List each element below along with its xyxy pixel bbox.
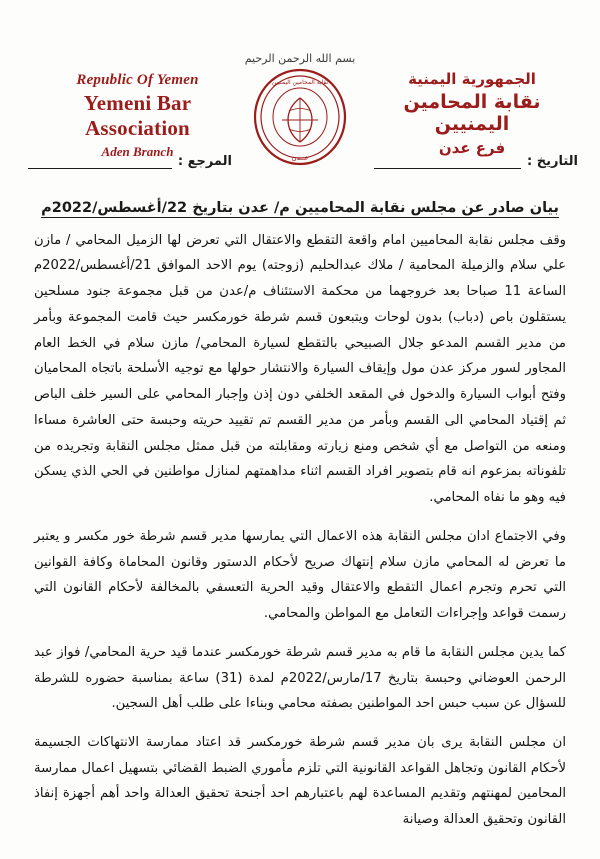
letterhead-english-block (30, 72, 245, 160)
body-paragraph: ان مجلس النقابة يرى بان مدير قسم شرطة خورمكسر قد اعتاد ممارسة الانتهاكات الجسيمة لأحكام القانون وتجاهل القواعد القانونية التي تلزم مأموري الضبط القضائي بتسهيل اعمال ممارسة المحامين لمهنتهم وتقديم المساعدة لهم باعتبارهم احد أجنحة تحقيق العدالة واحد أهم أجهزة إنفاذ القانون وتحقيق العدالة وصيانة (34, 734, 566, 828)
arabic-org-name: نقابة المحامين اليمنيين (403, 91, 541, 135)
reference-label: المرجع : (177, 154, 232, 169)
date-value (374, 154, 521, 169)
document-body (34, 228, 566, 833)
arabic-country-name: الجمهورية اليمنية (408, 70, 536, 88)
body-paragraph: وفي الاجتماع ادان مجلس النقابة هذه الاعمال التي يمارسها مدير قسم شرطة خور مكسر و يعتبر ما تعرض له المحامي مازن سلام إنتهاك صريح لأحكام الدستور وقانون المحاماة وكافة القوانين التي تحرم وتجرم اعمال التقطع والاعتقال وقيد الحرية التعسفي بالمخالفة لأحكام القانون التي رسمت قواعد وإجراءات التعامل مع المواطن والمحامي. (34, 528, 566, 622)
date-label: التاريخ : (527, 154, 578, 169)
bar-association-seal-icon (252, 68, 348, 166)
english-branch-name: Aden Branch (101, 144, 174, 159)
body-paragraph: وقف مجلس نقابة المحاميين امام واقعة التقطع والاعتقال التي تعرض لها الزميل المحامي / مازن علي سلام والزميلة المحامية / ملاك عبدالحليم (زوجته) يوم الاحد الموافق 21/أغسطس/2022م الساعة 11 صباحا بعد خروجهما من محكمة الاستئناف م/عدن من قبل مجموعة جنود مسلحين يستقلون باص (دباب) بدون لوحات ويتبعون قسم شرطة خورمكسر حيث قامت المجموعة وبأمر من مدير القسم المدعو جلال الصبيحي بالتقطع لسيارة المحامي/ مازن سلام في الخط العام المجاور لسور مركز عدن مول وإيقاف السيارة والانتشار حولها مع توجيه الأسلحة باتجاه المحاميان وفتح أبواب السيارة والدخول في المقعد الخلفي دون إذن وإجبار المحامي على السير خلف الباص ثم إقتياد المحامي الى القسم وبأمر من مدير القسم تم تقييد حريته وحبسة حتى العاشرة مساءا ومنعه من التواصل مع أي شخص ومنع زيارته ومقابلته من قبل ممثل مجلس النقابة وتجريده من تلفوناته بمزعوم انه قام بتصوير افراد القسم اثناء مداهمتهم لمنازل مواطنين في الحي الذي يسكن فيه وهو ما نفاه المحامي. (34, 232, 566, 506)
basmala-text: بسم الله الرحمن الرحيم (244, 52, 356, 65)
svg-text:نقابة المحامين اليمنيين: نقابة المحامين اليمنيين (271, 79, 329, 86)
body-paragraph: كما يدين مجلس النقابة ما قام به مدير قسم شرطة خورمكسر عندما قيد حرية المحامي/ فواز عبد الرحمن العوضاني وحبسة بتاريخ 17/مارس/2022م لمدة (31) ساعة بمناسبة حضوره للشرطة للسؤال عن سبب حبس احد المواطنين بصفته محامي وبناءا على طلب أهل السجين. (34, 644, 566, 712)
english-country-name: Republic Of Yemen (76, 72, 199, 88)
reference-date-row (22, 154, 578, 188)
document-title (40, 198, 560, 220)
svg-text:عــدن: عــدن (291, 154, 309, 162)
document-title-text: بيان صادر عن مجلس نقابة المحاميين م/ عدن بتاريخ 22/أغسطس/2022م (41, 200, 559, 216)
letterhead-arabic-block (372, 70, 572, 157)
reference-value (28, 154, 172, 169)
arabic-branch-name: فرع عدن (438, 139, 506, 157)
reference-field (22, 154, 232, 169)
english-org-name: Yemeni Bar Association (83, 91, 192, 140)
date-field (368, 154, 578, 169)
